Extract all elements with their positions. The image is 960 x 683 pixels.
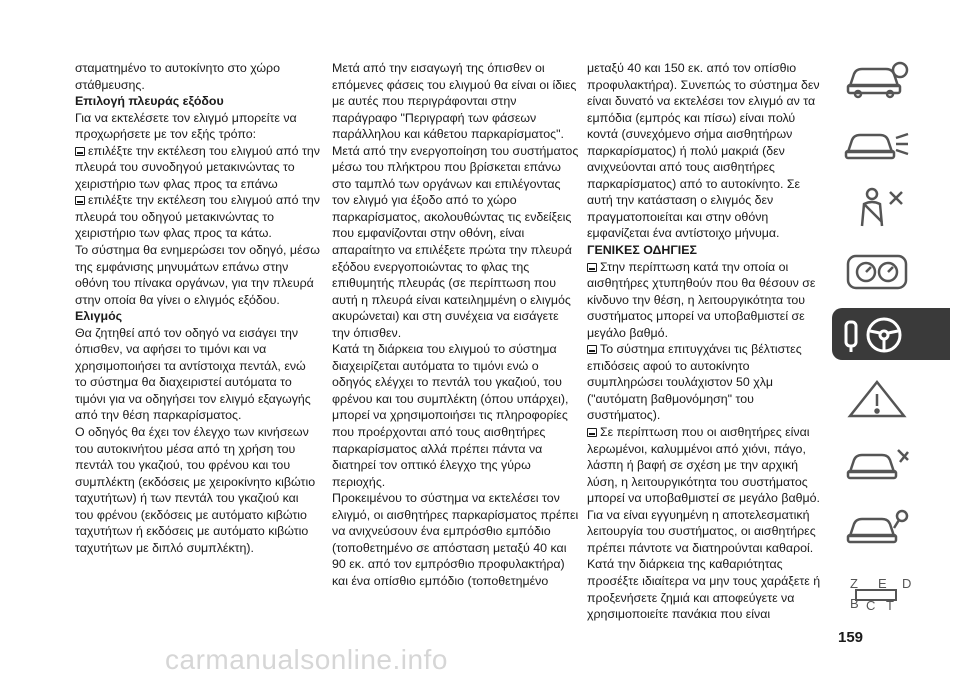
svg-text:E: E <box>878 576 887 591</box>
gauge-cluster-icon <box>842 250 912 292</box>
bullet-item: επιλέξτε την εκτέλεση του ελιγμού από την πλευρά του οδηγού μετακινώντας το χειριστήριο των φλας προς τα κάτω. <box>75 193 320 241</box>
multimedia-icon <box>842 570 932 620</box>
car-tools-icon <box>842 442 912 484</box>
tab-car-tools[interactable] <box>832 436 950 488</box>
tab-multimedia[interactable] <box>832 564 950 616</box>
bullet-icon <box>75 147 85 156</box>
section-heading: ΓΕΝΙΚΕΣ ΟΔΗΓΙΕΣ <box>587 243 697 258</box>
section-heading: Ελιγμός <box>75 309 123 324</box>
bullet-item: Στην περίπτωση κατά την οποία οι αισθητήρες χτυπηθούν που θα θέσουν σε κίνδυνο την θέση, η λειτουργικότητα του συστήματος μπορεί να υποβαθμιστεί σε μεγάλο βαθμό. <box>587 259 816 340</box>
chapter-sidebar <box>827 50 960 640</box>
paragraph: μεταξύ 40 και 150 εκ. από τον οπίσθιο προφυλακτήρα). Συνεπώς το σύστημα δεν είναι δυνατό να εκτελέσει τον ελιγμό αν τα εμπόδια (εμπρός και πίσω) είναι πολύ κοντά (συνεχόμενο σήμα αισθητήρων παρκαρίσματος) ή πολύ μακριά (δεν ανιχνεύονται από τους αισθητήρες παρκαρίσματος) από το αυτοκίνητο. Σε αυτή την κατάσταση ο ελιγμός δεν πραγματοποιείται και στην οθόνη εμφανίζεται ένα αντίστοιχο μήνυμα. <box>587 61 820 241</box>
bullet-icon <box>587 263 597 272</box>
text-column-1 <box>75 60 320 556</box>
paragraph: Κατά την διάρκεια της καθαριότητας προσέξτε ιδιαίτερα να μην τους χαράξετε ή προξενήσετε ζημιά και αποφεύγετε να χρησιμοποιείτε πανάκια που είναι <box>587 557 821 622</box>
paragraph: Ο οδηγός θα έχει τον έλεγχο των κινήσεων του αυτοκινήτου μέσα από τη χρήση του πεντάλ του γκαζιού, του φρένου και του συμπλέκτη (εκδόσεις με χειροκίνητο κιβώτιο ταχυτήτων) ή των πεντάλ του γκαζιού και του φρένου (εκδόσεις με αυτόματο κιβώτιο ταχυτήτων ή εκδόσεις με αυτόματο κιβώτιο ταχυτήτων με διπλό συμπλέκτη). <box>75 425 316 555</box>
tab-car-lights[interactable] <box>832 116 950 168</box>
paragraph: Προκειμένου το σύστημα να εκτελέσει τον ελιγμό, οι αισθητήρες παρκαρίσματος πρέπει να ανιχνεύσουν ένα εμπρόσθιο εμπόδιο (τοποθετημένο σε απόσταση μεταξύ 40 και 90 εκ. από τον εμπρόσθιο προφυλακτήρα) και ένα οπίσθιο εμπόδιο (τοποθετημένο <box>332 491 579 588</box>
paragraph: Θα ζητηθεί από τον οδηγό να εισάγει την όπισθεν, να αφήσει το τιμόνι και να χρησιμοποιήσει τα αντίστοιχα πεντάλ, ενώ το σύστημα θα διαχειριστεί αυτόματα το τιμόνι για να οδηγήσει τον ελιγμό εξαγωγής από την θέση παρκαρίσματος. <box>75 325 311 423</box>
tab-steering-wheel-key[interactable] <box>832 308 950 360</box>
paragraph: Κατά τη διάρκεια του ελιγμού το σύστημα διαχειρίζεται αυτόματα το τιμόνι ενώ ο οδηγός ελέγχει το πεντάλ του γκαζιού, του φρένου και του συμπλέκτη (όπου υπάρχει), μπορεί να χρησιμοποιήσει τις πληροφορίες που προέρχονται από τους αισθητήρες παρκαρίσματος αλλά πρέπει πάντα να διατηρεί τον οπτικό έλεγχο της γύρω περιοχής. <box>332 342 569 489</box>
section-heading: Επιλογή πλευράς εξόδου <box>75 94 224 109</box>
paragraph: Για να εκτελέσετε τον ελιγμό μπορείτε να προχωρήσετε με τον εξής τρόπο: <box>75 110 297 142</box>
svg-text:B: B <box>850 596 859 611</box>
tab-car-wrench[interactable] <box>832 500 950 552</box>
paragraph: σταματημένο το αυτοκίνητο στο χώρο στάθμευσης. <box>75 61 280 92</box>
warning-triangle-icon <box>842 378 912 420</box>
bullet-item: επιλέξτε την εκτέλεση του ελιγμού από την πλευρά του συνοδηγού μετακινώντας το χειριστήριο των φλας προς τα επάνω <box>75 143 320 191</box>
car-info-icon <box>842 58 912 100</box>
tab-car-info[interactable] <box>832 52 950 104</box>
text-column-2 <box>332 60 579 590</box>
car-lights-icon <box>842 122 912 164</box>
svg-text:T: T <box>886 598 894 613</box>
tab-warning[interactable] <box>832 372 950 424</box>
seatbelt-icon <box>842 186 912 228</box>
car-wrench-icon <box>842 506 912 548</box>
bullet-icon <box>75 196 85 205</box>
page-number: 159 <box>838 629 864 646</box>
paragraph: Μετά από την εισαγωγή της όπισθεν οι επόμενες φάσεις του ελιγμού θα είναι οι ίδιες με αυτές που περιγράφονται στην παράγραφο "Περιγραφή των φάσεων παράλληλου και κάθετου παρκαρίσματος". <box>332 61 577 142</box>
bullet-icon <box>587 345 597 354</box>
svg-text:D: D <box>902 576 912 591</box>
paragraph: Το σύστημα θα ενημερώσει τον οδηγό, μέσω της εμφάνισης μηνυμάτων επάνω στην οθόνη του πίνακα οργάνων, για την πλευρά στην οποία θα γίνει ο ελιγμός εξόδου. <box>75 243 320 307</box>
text-column-3 <box>587 60 827 623</box>
svg-text:C: C <box>866 598 876 613</box>
svg-text:Z: Z <box>850 576 858 591</box>
tab-seatbelt[interactable] <box>832 180 950 232</box>
bullet-item: Το σύστημα επιτυγχάνει τις βέλτιστες επιδόσεις αφού το αυτοκίνητο συμπληρώσει τουλάχιστον 50 χλμ ("αυτόματη βαθμονόμηση" του συστήματος). <box>587 342 802 423</box>
paragraph: Μετά από την ενεργοποίηση του συστήματος μέσω του πλήκτρου που βρίσκεται επάνω στο ταμπλό των οργάνων και επιλέγοντας τον ελιγμό για έξοδο από το χώρο παρκαρίσματος, ακολουθώντας τις ενδείξεις που εμφανίζονται στην οθόνη, είναι απαραίτητο να επιλέξετε πρώτα την πλευρά εξόδου ενεργοποιώντας το φλας της επιθυμητής πλευράς (σε περίπτωση που αυτή η πλευρά είναι κατειλημμένη ο ελιγμός ακυρώνεται) και στη συνέχεια να εισάγετε την όπισθεν. <box>332 143 579 340</box>
bullet-item: Σε περίπτωση που οι αισθητήρες είναι λερωμένοι, καλυμμένοι από χιόνι, πάγο, λάσπη ή βαφή σε σχέση με την αρχική λύση, η λειτουργικότητα του συστήματος μπορεί να υποβαθμιστεί σε μεγάλο βαθμό. Για να είναι εγγυημένη η αποτελεσματική λειτουργία του συστήματος, οι αισθητήρες πρέπει πάντοτε να διατηρούνται καθαροί. <box>587 425 820 555</box>
bullet-icon <box>587 428 597 437</box>
tab-gauge-cluster[interactable] <box>832 244 950 296</box>
steering-wheel-key-icon <box>842 314 912 356</box>
watermark: carmanualsonline.info <box>165 644 448 675</box>
